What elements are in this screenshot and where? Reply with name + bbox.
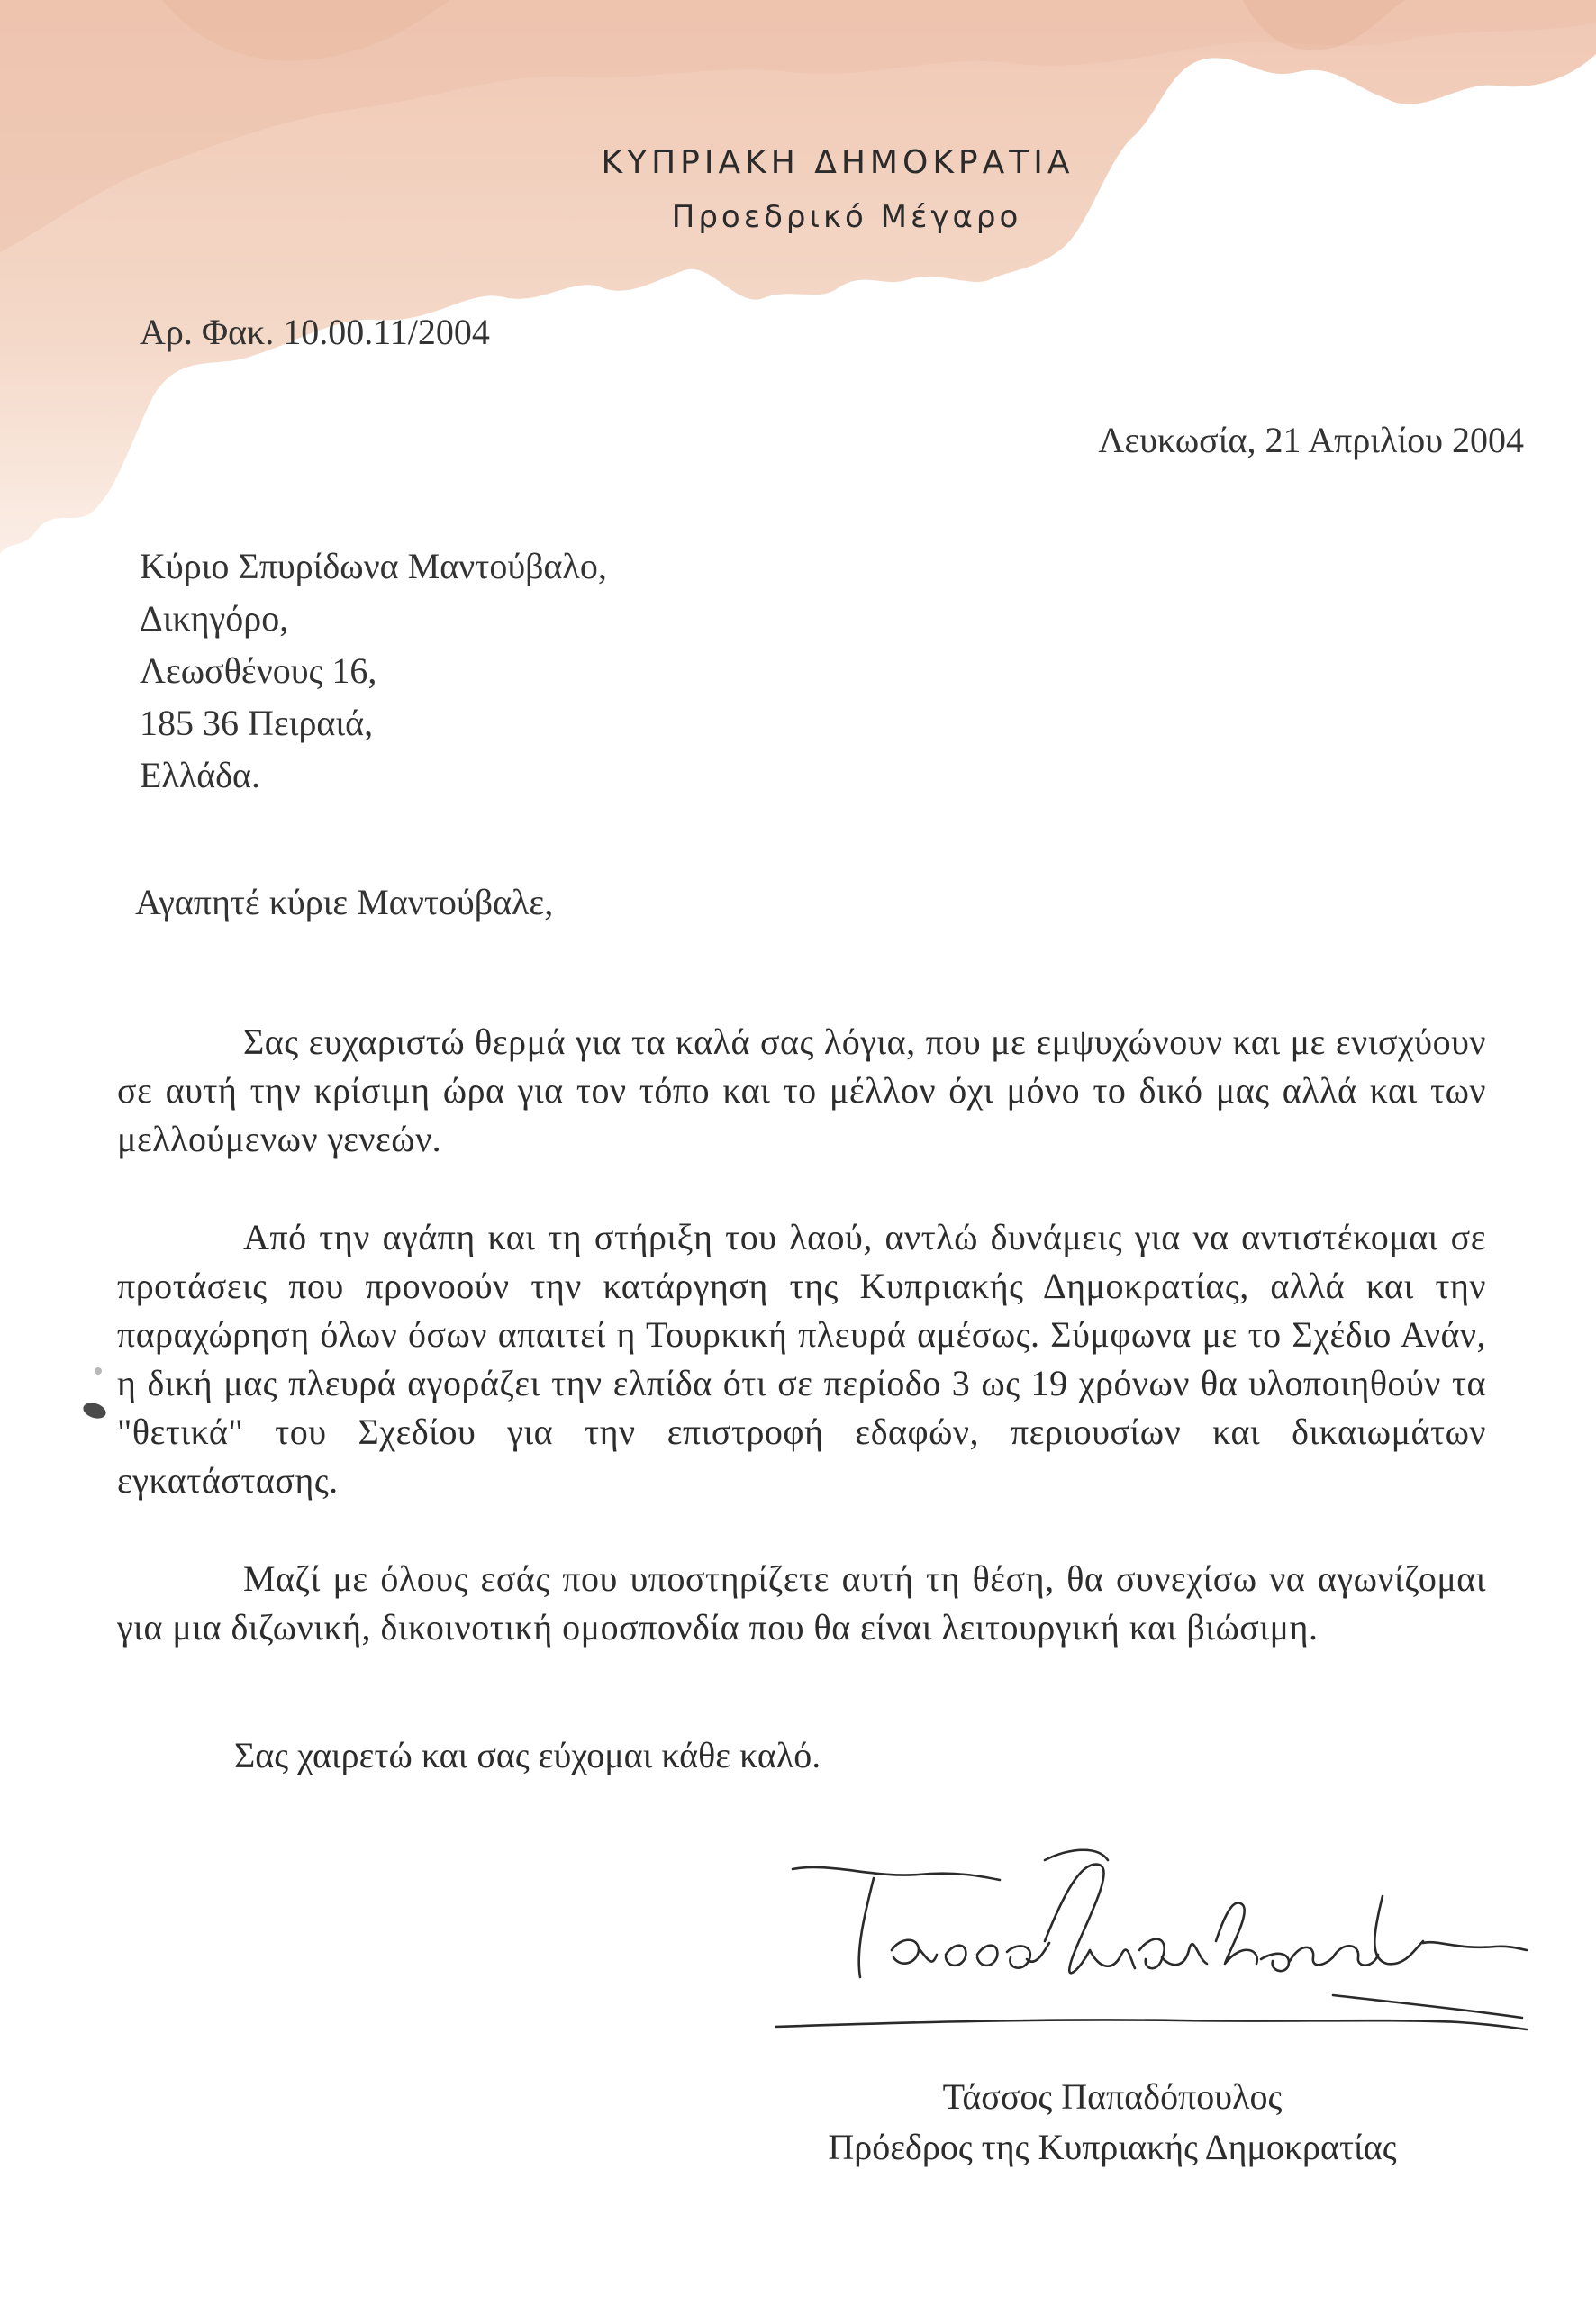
letterhead-office: Προεδρικό Μέγαρο xyxy=(671,199,1022,235)
recipient-address xyxy=(140,540,607,802)
letter-body xyxy=(117,1018,1486,1702)
body-paragraph: Μαζί με όλους εσάς που υποστηρίζετε αυτή τη θέση, θα συνεχίσω να αγωνίζομαι για μια διζωνική, δικοινοτική ομοσπονδία που θα είναι λειτουργική και βιώσιμη. xyxy=(117,1558,1486,1648)
file-reference: Αρ. Φακ. 10.00.11/2004 xyxy=(140,312,490,352)
signer-role: Πρόεδρος της Κυπριακής Δημοκρατίας xyxy=(828,2127,1397,2167)
recipient-name: Κύριο Σπυρίδωνα Μαντούβαλο, xyxy=(140,546,607,586)
margin-dot xyxy=(95,1367,102,1375)
recipient-street: Λεωσθένους 16, xyxy=(140,650,377,691)
salutation: Αγαπητέ κύριε Μαντούβαλε, xyxy=(135,882,554,922)
letterhead-country: ΚΥΠΡΙΑΚΗ ΔΗΜΟΚΡΑΤΙΑ xyxy=(601,144,1075,181)
letter-date: Λευκωσία, 21 Απριλίου 2004 xyxy=(1098,420,1524,460)
closing: Σας χαιρετώ και σας εύχομαι κάθε καλό. xyxy=(234,1735,821,1775)
handwritten-signature xyxy=(775,1842,1531,2049)
body-paragraph: Από την αγάπη και τη στήριξη του λαού, αντλώ δυνάμεις για να αντιστέκομαι σε προτάσεις που προνοούν την κατάργηση της Κυπριακής Δημοκρατίας, αλλά και την παραχώρηση όλων όσων απαιτεί η Τουρκική πλευρά αμέσως. Σύμφωνα με το Σχέδιο Ανάν, η δική μας πλευρά αγοράζει την ελπίδα ότι σε περίοδο 3 ως 19 χρόνων θα υλοποιηθούν τα "θετικά" του Σχεδίου για την επιστροφή εδαφών, περιουσίων και δικαιωμάτων εγκατάστασης. xyxy=(117,1217,1486,1501)
letterhead xyxy=(504,144,1135,235)
margin-ink-mark xyxy=(81,1400,108,1421)
recipient-city: 185 36 Πειραιά, xyxy=(140,703,374,743)
body-paragraph: Σας ευχαριστώ θερμά για τα καλά σας λόγια, που με εμψυχώνουν και με ενισχύουν σε αυτή την κρίσιμη ώρα για τον τόπο και το μέλλον όχι μόνο το δικό μας αλλά και των μελλούμενων γενεών. xyxy=(117,1021,1486,1159)
recipient-title: Δικηγόρο, xyxy=(140,598,289,639)
signer-block xyxy=(770,2072,1455,2173)
signer-name: Τάσσος Παπαδόπουλος xyxy=(942,2076,1283,2117)
recipient-country: Ελλάδα. xyxy=(140,755,260,795)
